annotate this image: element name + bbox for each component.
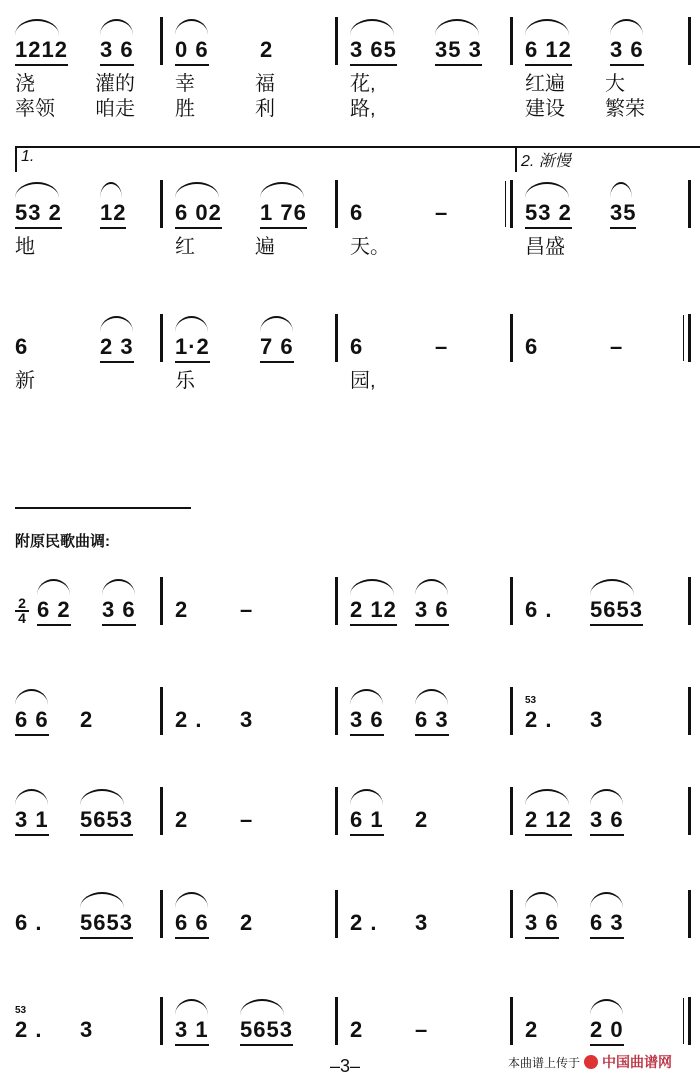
time-signature-part: 2 [15,597,29,612]
bar-line [510,17,513,65]
staff-system [0,595,700,665]
note-group: 2 [240,910,254,935]
measure [525,334,675,372]
staff-system [0,807,700,875]
bar-line [688,687,691,735]
note-group: 5653 [240,1017,293,1046]
note-group: 6 3 [415,707,449,736]
note-group: 2 [80,707,94,732]
slur-mark [15,182,59,198]
note-group: 53 2 [15,200,62,229]
lyric: 昌盛 [525,236,565,258]
staff-system [0,37,700,120]
measure [175,707,325,745]
note-group: – [240,597,254,622]
volta-bracket: 1. [15,146,516,172]
note-group: 6 1 [350,807,384,836]
slur-mark [350,579,394,595]
time-signature [15,597,29,625]
bar-line [688,787,691,835]
note-group: 3 6 [350,707,384,736]
note-group: 6 6 [15,707,49,736]
note-group: 3 [240,707,254,732]
slur-mark [525,19,569,35]
bar-line [510,180,513,228]
measure [175,1017,325,1055]
lyric: 地 [15,236,35,258]
measure [350,707,500,745]
note-group: 3 6 [102,597,136,626]
note-group: 6 6 [175,910,209,939]
measure [37,597,187,635]
bar-line [510,890,513,938]
slur-mark [525,789,569,805]
note-group: 3 [590,707,604,732]
grace-note: 53 [15,1005,27,1016]
staff-system [0,148,700,268]
bar-line [335,180,338,228]
note-group: 2 [260,37,274,62]
note-group: 6 02 [175,200,222,229]
bar-line [688,997,691,1045]
slur-mark [100,316,133,332]
watermark-brand: 中国曲谱网 [602,1054,673,1070]
lyric: 咱走 [95,98,135,120]
note-group: 6 [350,200,364,225]
measure [525,597,675,635]
note-group: 3 6 [610,37,644,66]
slur-mark [37,579,70,595]
divider-line [15,507,191,509]
lyric: 率领 [15,98,55,120]
slur-mark [240,999,284,1015]
bar-line [335,314,338,362]
bar-line [510,577,513,625]
lyric: 园, [350,370,376,392]
note-group: 12 [100,200,126,229]
lyric: 路, [350,98,376,120]
lyric: 大 [605,73,625,95]
staff-system [0,1005,700,1077]
bar-line [688,17,691,65]
slur-mark [15,19,59,35]
lyric: 乐 [175,370,195,392]
lyric: 幸 [175,73,195,95]
note-group: 6 3 [590,910,624,939]
note-group: 3 6 [100,37,134,66]
note-group: 5653 [590,597,643,626]
lyric: 灌的 [95,73,135,95]
note-group: 6 [350,334,364,359]
bar-line [335,17,338,65]
note-group: 3 6 [590,807,624,836]
slur-mark [415,579,448,595]
measure [525,707,675,745]
lyric: 遍 [255,236,275,258]
note-group: – [610,334,624,359]
bar-line [688,180,691,228]
measure [175,200,325,238]
note-group: 3 6 [525,910,559,939]
watermark-prefix: 本曲谱上传于 [508,1055,581,1070]
lyric: 新 [15,370,35,392]
measure [350,910,500,948]
measure [525,1017,675,1055]
note-group: 6 12 [525,37,572,66]
measure [350,807,500,845]
bar-line [688,577,691,625]
bar-line [510,787,513,835]
note-group: 3 1 [175,1017,209,1046]
note-group: 1·2 [175,334,210,363]
note-group: 3 [415,910,429,935]
slur-mark [175,999,208,1015]
measure [525,807,675,845]
measure [15,910,165,948]
note-group: 3 1 [15,807,49,836]
note-group: 3 [80,1017,94,1042]
slur-mark [102,579,135,595]
measure [175,334,325,372]
appendix-heading: 附原民歌曲调: [15,533,110,550]
note-group: 2 0 [590,1017,624,1046]
note-group: 2 [415,807,429,832]
bar-line [335,787,338,835]
staff-system [0,334,700,402]
lyric: 浇 [15,73,35,95]
measure [525,910,675,948]
note-group: 6 . [15,910,43,935]
note-group: – [435,334,449,359]
slur-mark [260,316,293,332]
lyric: 天。 [350,236,390,258]
measure [15,807,165,845]
note-group: – [415,1017,429,1042]
note-group: 6 [525,334,539,359]
volta-bracket: 2. 渐慢 [515,146,700,172]
time-signature-part: 4 [18,610,26,626]
slur-mark [525,182,569,198]
bar-line [510,314,513,362]
note-group: 2 [175,597,189,622]
note-group: 35 [610,200,636,229]
measure [175,597,325,635]
slur-mark [350,19,394,35]
note-group: 2 . [525,707,553,732]
bar-line [510,687,513,735]
note-group: 35 3 [435,37,482,66]
note-group: 6 [15,334,29,359]
slur-mark [590,999,623,1015]
measure [15,1017,165,1055]
note-group: 2 . [15,1017,43,1042]
lyric: 红遍 [525,73,565,95]
note-group: 2 [350,1017,364,1042]
staff-system [0,910,700,978]
bar-line [335,687,338,735]
note-group: – [240,807,254,832]
slur-mark [260,182,304,198]
bar-line [688,314,691,362]
bar-line [510,997,513,1045]
note-group: 1212 [15,37,68,66]
measure [175,910,325,948]
slur-mark [80,789,124,805]
page-number: –3– [330,1056,361,1076]
lyric: 利 [255,98,275,120]
slur-mark [435,19,479,35]
slur-mark [100,182,122,198]
slur-mark [175,892,208,908]
measure [175,37,325,75]
note-group: 5653 [80,807,133,836]
lyric: 福 [255,73,275,95]
note-group: 0 6 [175,37,209,66]
note-group: 2 [175,807,189,832]
slur-mark [525,892,558,908]
measure [15,334,165,372]
slur-mark [590,789,623,805]
note-group: 2 . [175,707,203,732]
note-group: 2 [525,1017,539,1042]
measure [15,200,165,238]
note-group: 2 12 [350,597,397,626]
slur-mark [175,19,208,35]
slur-mark [15,789,48,805]
slur-mark [590,892,623,908]
lyric: 胜 [175,98,195,120]
measure [175,807,325,845]
bar-line [335,997,338,1045]
measure [15,37,165,75]
staff-system [0,695,700,775]
note-group: 7 6 [260,334,294,363]
lyric: 红 [175,236,195,258]
slur-mark [15,689,48,705]
slur-mark [175,316,208,332]
note-group: – [435,200,449,225]
note-group: 2 3 [100,334,134,363]
note-group: 2 12 [525,807,572,836]
lyric: 繁荣 [605,98,645,120]
note-group: 6 2 [37,597,71,626]
note-group: 6 . [525,597,553,622]
note-group: 3 6 [415,597,449,626]
lyric: 建设 [525,98,565,120]
bar-line [335,890,338,938]
lyric: 花, [350,73,376,95]
measure [15,707,165,745]
grace-note: 53 [525,695,537,706]
note-group: 3 65 [350,37,397,66]
note-group: 53 2 [525,200,572,229]
measure [350,1017,500,1055]
note-group: 2 . [350,910,378,935]
slur-mark [590,579,634,595]
slur-mark [415,689,448,705]
bar-line [335,577,338,625]
slur-mark [175,182,219,198]
slur-mark [350,689,383,705]
measure [350,597,500,635]
slur-mark [610,19,643,35]
note-group: 5653 [80,910,133,939]
slur-mark [80,892,124,908]
slur-mark [610,182,632,198]
note-group: 1 76 [260,200,307,229]
slur-mark [100,19,133,35]
slur-mark [350,789,383,805]
bar-line [688,890,691,938]
